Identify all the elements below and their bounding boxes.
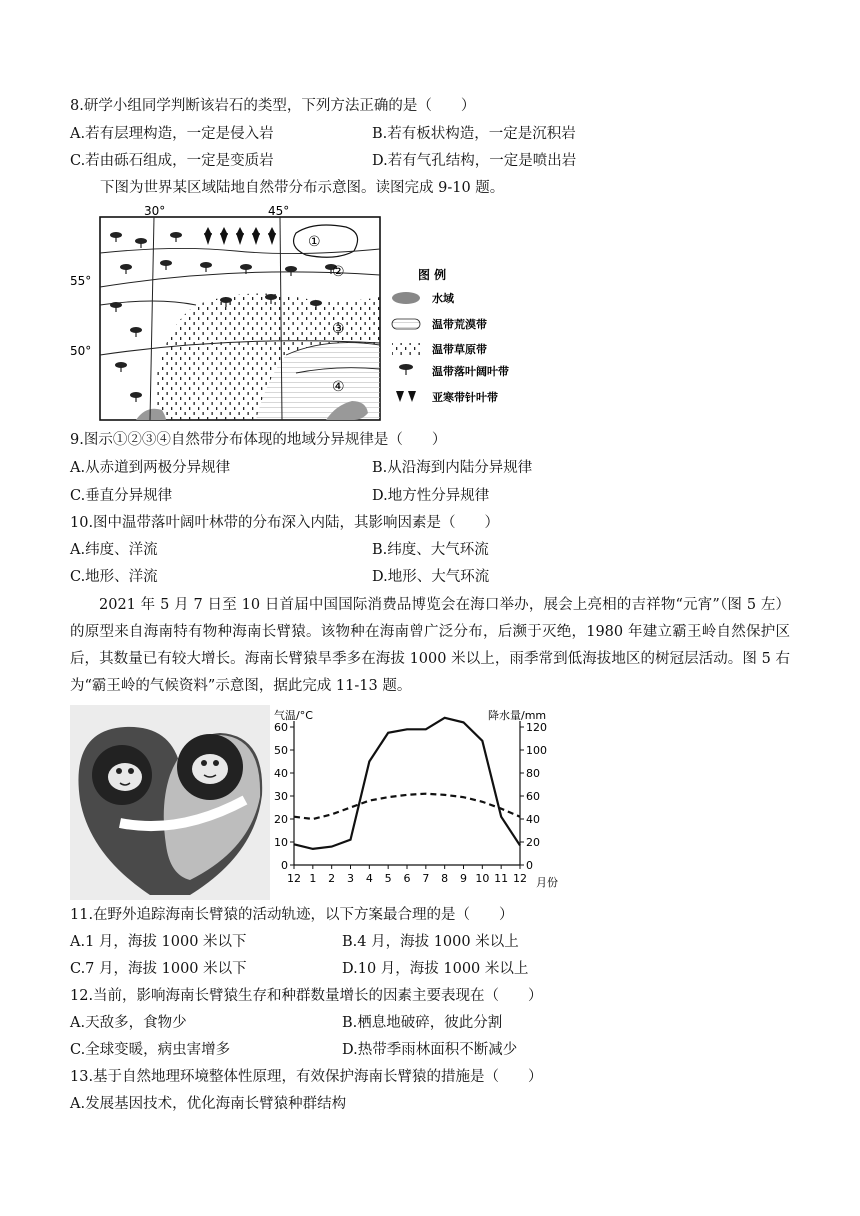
legend-conifer: 亚寒带针叶带 — [432, 391, 498, 404]
legend-water: 水域 — [432, 292, 454, 305]
x-tick-label: 1 — [309, 872, 317, 885]
x-tick-label: 9 — [460, 872, 467, 885]
y-left-tick-label: 40 — [274, 767, 288, 780]
y-left-tick-label: 10 — [274, 836, 288, 849]
y-left-tick-label: 20 — [274, 813, 288, 826]
zone-marker-3: ③ — [332, 321, 345, 337]
y-left-label: 气温/°C — [274, 709, 313, 722]
intro-11-13: 2021 年 5 月 7 日至 10 日首届中国国际消费品博览会在海口举办，展会上亮相的吉祥物“元宵”（图 5 左）的原型来自海南特有物种海南长臂猿。该物种在海南曾广泛分布，后濒于灭绝，1980 年建立霸王岭自然保护区后，其数量已有较大增长。海南长臂猿旱季多在海拔 1000 米以上，雨季常到低海拔地区的树冠层活动。图 5 右为“霸王岭的气候资料”示意图，据此完成 11-13 题。 — [70, 597, 790, 694]
q8-option-c[interactable]: C.若由砾石组成，一定是变质岩 — [70, 153, 274, 169]
lat-label-50: 50° — [70, 344, 92, 358]
y-right-tick-label: 60 — [526, 790, 540, 803]
q10-option-b[interactable]: B.纬度、大气环流 — [372, 542, 489, 558]
x-tick-label: 5 — [384, 872, 392, 885]
lon-label-45: 45° — [268, 204, 290, 218]
x-tick-label: 12 — [287, 872, 301, 885]
y-left-tick-label: 60 — [274, 721, 288, 734]
legend-swatch-conifer — [396, 391, 416, 402]
y-right-tick-label: 120 — [526, 721, 547, 734]
q11-option-a[interactable]: A.1 月，海拔 1000 米以下 — [70, 934, 247, 950]
legend-desert: 温带荒漠带 — [432, 318, 487, 331]
q11-option-c[interactable]: C.7 月，海拔 1000 米以下 — [70, 961, 247, 977]
q11-option-b[interactable]: B.4 月，海拔 1000 米以上 — [342, 934, 519, 950]
q12-option-c[interactable]: C.全球变暖，病虫害增多 — [70, 1042, 231, 1058]
legend-broadleaf: 温带落叶阔叶带 — [432, 365, 509, 378]
legend-swatch-desert — [392, 319, 420, 329]
q10-option-c[interactable]: C.地形、洋流 — [70, 569, 158, 585]
q9-option-d[interactable]: D.地方性分异规律 — [372, 488, 490, 504]
q12-option-a[interactable]: A.天敌多，食物少 — [70, 1015, 187, 1031]
zone-marker-1: ① — [308, 234, 321, 250]
natural-zone-map — [70, 204, 536, 427]
q12-option-b[interactable]: B.栖息地破碎，彼此分割 — [342, 1015, 503, 1031]
x-tick-label: 3 — [347, 872, 354, 885]
zone-marker-2: ② — [332, 264, 345, 280]
y-left-tick-label: 50 — [274, 744, 288, 757]
y-left-tick-label: 30 — [274, 790, 288, 803]
y-right-label: 降水量/mm — [488, 709, 547, 722]
q9-option-b[interactable]: B.从沿海到内陆分异规律 — [372, 460, 533, 476]
temperature-line — [294, 794, 520, 819]
mascot-yuanxiao-image — [70, 705, 270, 900]
q12-stem: 12.当前，影响海南长臂猿生存和种群数量增长的因素主要表现在（ ） — [70, 988, 543, 1004]
y-right-tick-label: 80 — [526, 767, 540, 780]
zone-marker-4: ④ — [332, 379, 345, 395]
q12-option-d[interactable]: D.热带季雨林面积不断减少 — [342, 1042, 518, 1058]
lat-label-55: 55° — [70, 274, 92, 288]
q8-option-b[interactable]: B.若有板状构造，一定是沉积岩 — [372, 126, 576, 142]
legend-swatch-water — [392, 292, 420, 304]
y-right-tick-label: 100 — [526, 744, 547, 757]
x-tick-label: 10 — [475, 872, 490, 885]
x-label: 月份 — [536, 876, 558, 889]
q10-option-a[interactable]: A.纬度、洋流 — [70, 542, 158, 558]
intro-9-10: 下图为世界某区域陆地自然带分布示意图。读图完成 9-10 题。 — [100, 180, 505, 196]
legend-title: 图 例 — [418, 268, 447, 282]
legend-steppe: 温带草原带 — [432, 343, 487, 356]
x-tick-label: 2 — [328, 872, 336, 885]
climate-chart — [270, 705, 570, 900]
precipitation-line — [294, 718, 520, 849]
q13-stem: 13.基于自然地理环境整体性原理，有效保护海南长臂猿的措施是（ ） — [70, 1069, 543, 1085]
q9-option-c[interactable]: C.垂直分异规律 — [70, 488, 173, 504]
q8-option-d[interactable]: D.若有气孔结构，一定是喷出岩 — [372, 153, 577, 169]
lon-label-30: 30° — [144, 204, 166, 218]
q9-stem: 9.图示①②③④自然带分布体现的地域分异规律是（ ） — [70, 432, 447, 448]
q13-option-a[interactable]: A.发展基因技术，优化海南长臂猿种群结构 — [70, 1096, 347, 1112]
q8-stem: 8.研学小组同学判断该岩石的类型，下列方法正确的是（ ） — [70, 98, 476, 114]
x-tick-label: 4 — [365, 872, 373, 885]
x-tick-label: 7 — [422, 872, 430, 885]
legend-swatch-broadleaf — [399, 364, 413, 375]
y-right-tick-label: 0 — [526, 859, 533, 872]
q11-option-d[interactable]: D.10 月，海拔 1000 米以上 — [342, 961, 529, 977]
y-left-tick-label: 0 — [281, 859, 288, 872]
q8-option-a[interactable]: A.若有层理构造，一定是侵入岩 — [70, 126, 274, 142]
legend-swatch-steppe — [392, 343, 420, 355]
q9-option-a[interactable]: A.从赤道到两极分异规律 — [70, 460, 231, 476]
x-tick-label: 6 — [403, 872, 411, 885]
x-tick-label: 8 — [441, 872, 449, 885]
y-right-tick-label: 20 — [526, 836, 540, 849]
x-tick-label: 12 — [513, 872, 527, 885]
q10-stem: 10.图中温带落叶阔叶林带的分布深入内陆，其影响因素是（ ） — [70, 515, 500, 531]
q10-option-d[interactable]: D.地形、大气环流 — [372, 569, 490, 585]
q11-stem: 11.在野外追踪海南长臂猿的活动轨迹，以下方案最合理的是（ ） — [70, 907, 514, 923]
x-tick-label: 11 — [494, 872, 509, 885]
y-right-tick-label: 40 — [526, 813, 540, 826]
